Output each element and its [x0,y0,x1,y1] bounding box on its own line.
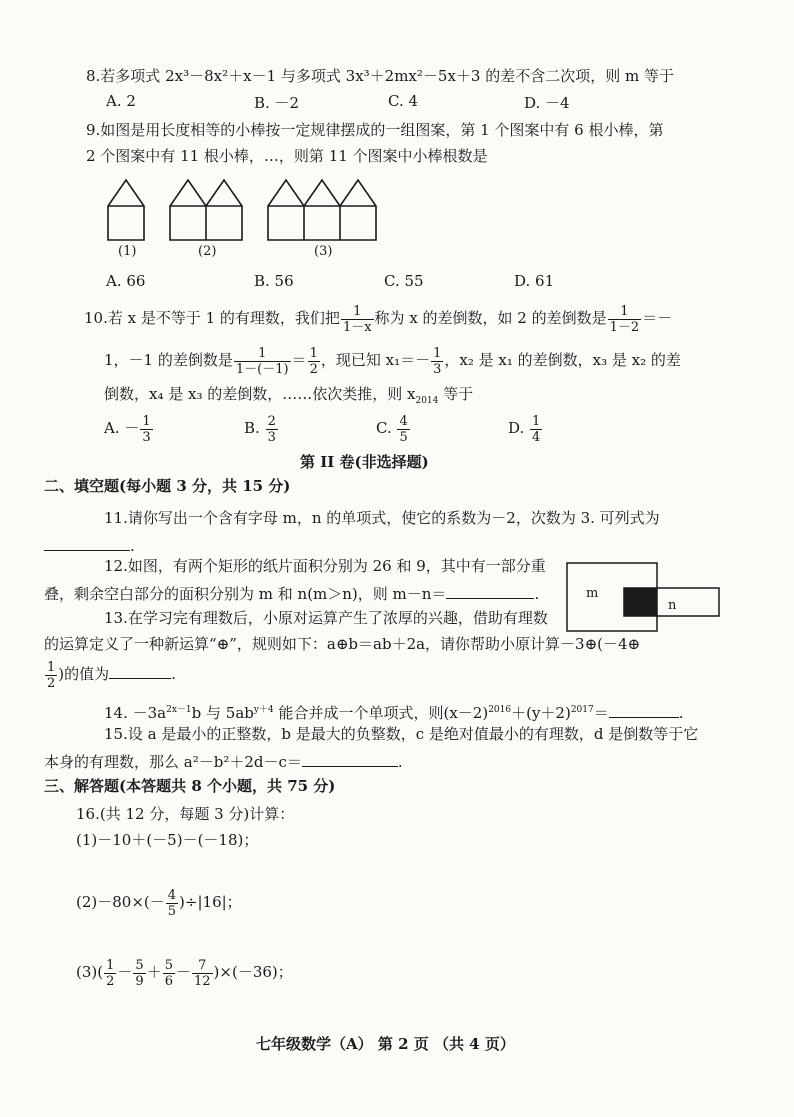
q10-text-e: ＝ [291,351,307,369]
q8-stem: 8.若多项式 2x³－8x²＋x－1 与多项式 3x³＋2mx²－5x＋3 的差不含二次项，则 m 等于 [86,67,674,85]
q13-answer-blank[interactable] [109,662,171,679]
q15-line2: 本身的有理数，那么 a²－b²＋2d－c＝ . [44,750,403,772]
section-title: 第 II 卷(非选择题) [300,453,429,471]
q14-answer-blank[interactable] [609,701,679,718]
q8-option-a: A. 2 [106,92,136,110]
figure-label-1: (1) [118,244,137,259]
q16-part3: (3)( $\frac{1}{2}$ － $\frac{5}{9}$ ＋ $\frac{5}{6}$ － $\frac{7}{12}$ )×(－36)； [76,957,293,989]
q9-stem-line1: 9.如图是用长度相等的小棒按一定规律摆成的一组图案，第 1 个图案中有 6 根小棒，第 [86,121,664,139]
q9-option-d: D. 61 [514,272,555,290]
q13-line2: 的运算定义了一种新运算“⊕”，规则如下：a⊕b＝ab＋2a，请你帮助小原计算－3⊕(－4⊕ [44,635,641,653]
matchstick-figures [100,170,400,250]
q16-part1: (1)－10＋(－5)－(－18)； [76,831,259,849]
q10-line1 [84,300,672,336]
q10-fraction-3: $\frac{1}{1-(-1)}$ [235,345,289,377]
q14-stem: 14. $-3a^{2x-1}b$ 与 $5ab^{y+4}$ 能合并成一个单项式，则$(x-2)^{2016}+(y+2)^{2017}=$ . [104,700,684,723]
q10-option-d: D. $\frac{1}{4}$ [508,413,541,445]
q10-option-c: C. $\frac{4}{5}$ [376,413,408,445]
q9-option-b: B. 56 [254,272,294,290]
page-footer: 七年级数学（A） 第 2 页 （共 4 页） [256,1035,515,1053]
q11-stem: 11.请你写出一个含有字母 m，n 的单项式，使它的系数为－2，次数为 3. 可列式为 [104,509,660,527]
q10-text-a: 10.若 x 是不等于 1 的有理数，我们把 [84,309,340,327]
solve-section-header: 三、解答题(本答题共 8 个小题，共 75 分) [44,777,336,795]
q10-fraction-4: $\frac{1}{2}$ [309,345,318,377]
q10-line2 [104,342,681,378]
q13-line1: 13.在学习完有理数后，小原对运算产生了浓厚的兴趣，借助有理数 [104,609,548,627]
q10-text-d: 1，－1 的差倒数是 [104,351,233,369]
q9-option-a: A. 66 [106,272,146,290]
q10-text-g: ，x₂ 是 x₁ 的差倒数，x₃ 是 x₂ 的差 [444,351,681,369]
q10-text-i: 等于 [438,385,474,403]
q10-option-a: A. － $\frac{1}{3}$ [104,413,151,445]
q10-text-h: 倒数，x₄ 是 x₃ 的差倒数，……依次类推，则 x [104,385,416,403]
fill-section-header: 二、填空题(每小题 3 分，共 15 分) [44,477,291,495]
q9-option-c: C. 55 [384,272,424,290]
q10-option-b: B. $\frac{2}{3}$ [244,413,276,445]
q8-option-c: C. 4 [388,92,419,110]
q10-fraction-2: $\frac{1}{1-2}$ [609,303,640,335]
q10-text-f: ，现已知 x₁＝－ [320,351,431,369]
rect-label-m: m [586,586,599,601]
q13-line3: $\frac{1}{2}$ )的值为 . [47,659,176,691]
q10-subscript: 2014 [415,396,439,406]
q9-stem-line2: 2 个图案中有 11 根小棒，…，则第 11 个图案中小棒根数是 [86,147,488,165]
figure-label-2: (2) [198,244,217,259]
q10-line3 [104,384,473,411]
q8-option-b: B. －2 [254,94,300,112]
q10-fraction-1: $\frac{1}{1-x}$ [342,303,372,335]
q10-text-b: 称为 x 的差倒数，如 2 的差倒数是 [374,309,607,327]
q15-line1: 15.设 a 是最小的正整数，b 是最大的负整数，c 是绝对值最小的有理数，d 是倒数等于它 [104,725,699,743]
q10-text-c: ＝－ [642,309,673,327]
q11-answer-blank[interactable]: . [44,534,135,555]
q16-title: 16.(共 12 分，每题 3 分)计算： [76,805,295,823]
q15-answer-blank[interactable] [302,750,398,767]
q8-option-d: D. －4 [524,94,570,112]
q16-part2: (2)－80×(－ $\frac{4}{5}$ )÷|16|； [76,887,242,919]
rect-label-n: n [668,598,677,613]
figure-label-3: (3) [314,244,333,259]
q10-fraction-5: $\frac{1}{3}$ [433,345,442,377]
q12-answer-blank[interactable] [446,582,534,599]
q12-line1: 12.如图，有两个矩形的纸片面积分别为 26 和 9，其中有一部分重 [104,557,546,575]
q12-line2: 叠，剩余空白部分的面积分别为 m 和 n(m＞n)，则 m－n＝ . [44,582,539,604]
